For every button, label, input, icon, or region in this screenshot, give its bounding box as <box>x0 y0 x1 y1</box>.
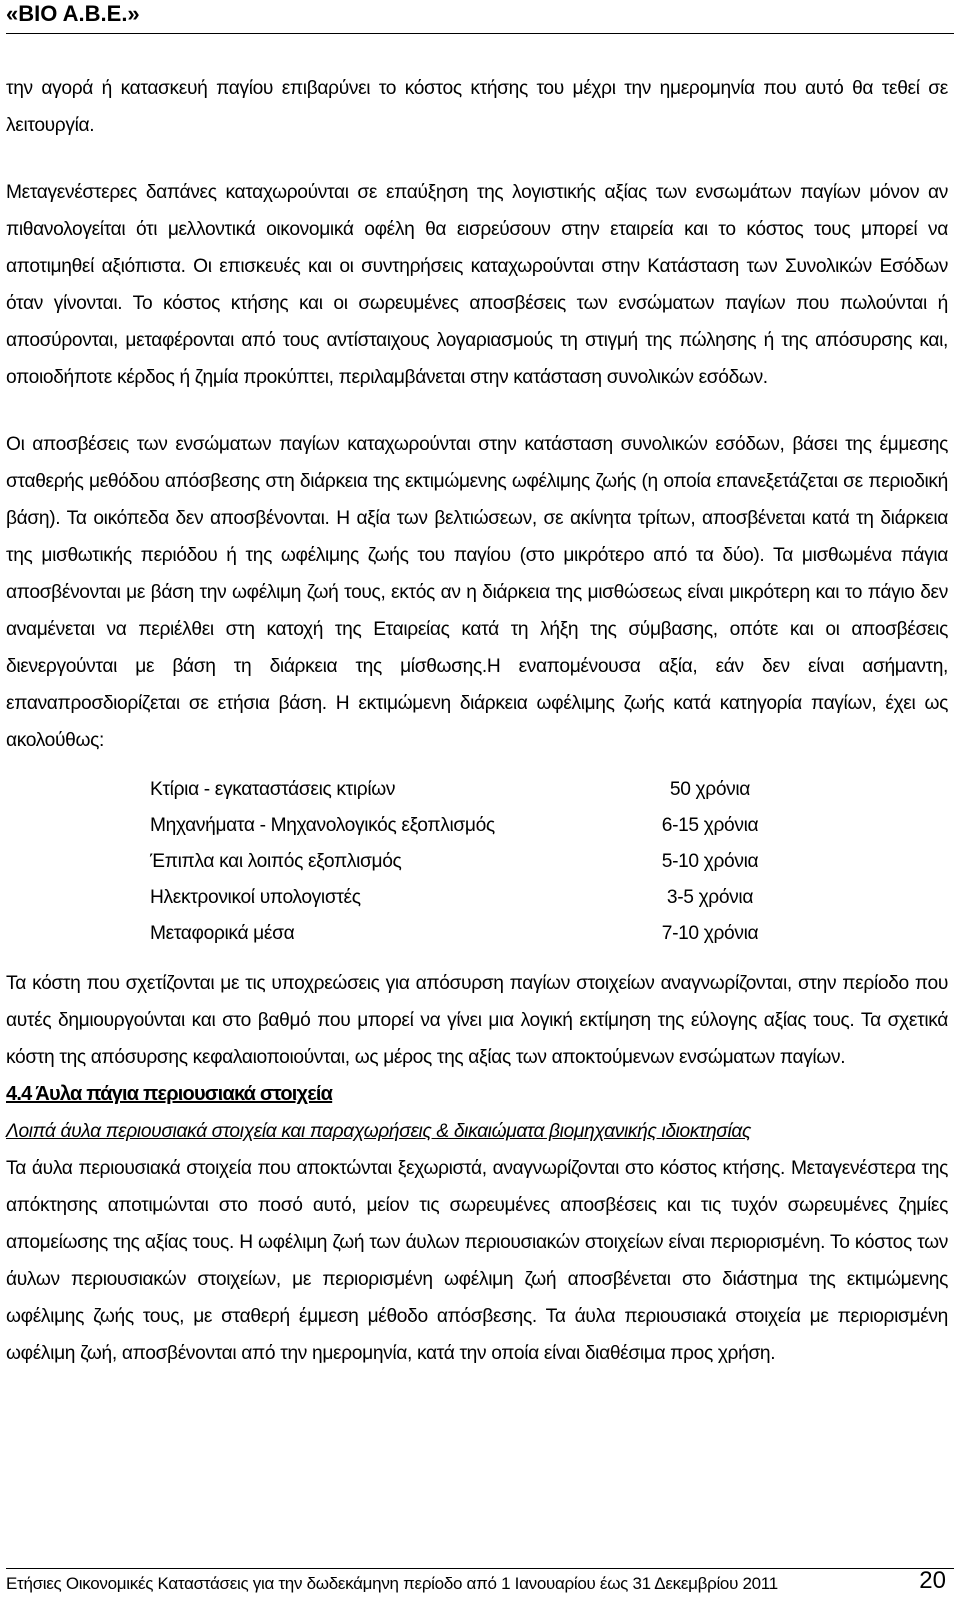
header-divider <box>6 33 954 34</box>
useful-life-years: 7-10 χρόνια <box>661 922 759 944</box>
useful-lives-table <box>6 771 948 951</box>
paragraph-intangible-assets: Τα άυλα περιουσιακά στοιχεία που αποκτώνται ξεχωριστά, αναγνωρίζονται στο κόστος κτήσης. Μεταγενέστερα της απόκτησης αποτιμώνται στο ποσό αυτό, μείον τις σωρευμένες αποσβέσεις και τις τυχόν σωρευμένες ζημίες απομείωσης της αξίας τους. Η ωφέλιμη ζωή των άυλων περιουσιακών στοιχείων είναι περιορισμένη. Το κόστος των άυλων περιουσιακών στοιχείων, με περιορισμένη ωφέλιμη ζωή αποσβένεται στο διάστημα της εκτιμώμενης ωφέλιμης ζωής τους, με σταθερή έμμεση μέθοδο απόσβεσης. Τα άυλα περιουσιακά στοιχεία με περιορισμένη ωφέλιμη ζωή, αποσβένονται από την ημερομηνία, κατά την οποία είναι διαθέσιμα προς χρήση. <box>6 1158 948 1364</box>
asset-category: Ηλεκτρονικοί υπολογιστές <box>150 886 361 908</box>
asset-category: Μεταφορικά μέσα <box>150 922 295 944</box>
useful-life-row <box>6 843 948 879</box>
useful-life-years: 6-15 χρόνια <box>661 814 759 836</box>
page-number: 20 <box>919 1567 946 1594</box>
useful-life-row <box>6 915 948 951</box>
footer-divider <box>6 1568 954 1569</box>
useful-life-years: 5-10 χρόνια <box>661 850 759 872</box>
asset-category: Μηχανήματα - Μηχανολογικός εξοπλισμός <box>150 814 495 836</box>
paragraph-decommissioning-costs: Τα κόστη που σχετίζονται με τις υποχρεώσεις για απόσυρση παγίων στοιχείων αναγνωρίζονται, στην περίοδο που αυτές δημιουργούνται και στο βαθμό που μπορεί να γίνει μια λογική εκτίμηση της εύλογης αξίας τους. Τα σχετικά κόστη της απόσυρσης κεφαλαιοποιούνται, ως μέρος της αξίας των αποκτούμενων ενσώματων παγίων. <box>6 973 948 1068</box>
useful-life-years: 50 χρόνια <box>669 778 751 800</box>
useful-life-row <box>6 771 948 807</box>
asset-category: Κτίρια - εγκαταστάσεις κτιρίων <box>150 778 396 800</box>
useful-life-years: 3-5 χρόνια <box>666 886 754 908</box>
useful-life-row <box>6 879 948 915</box>
company-name: «ΒΙΟ Α.Β.Ε.» <box>6 1 140 26</box>
asset-category: Έπιπλα και λοιπός εξοπλισμός <box>150 850 402 872</box>
section-subheading: Λοιπά άυλα περιουσιακά στοιχεία και παραχωρήσεις & δικαιώματα βιομηχανικής ιδιοκτησίας <box>6 1121 751 1142</box>
document-body <box>6 70 948 1372</box>
footer-text: Ετήσιες Οικονομικές Καταστάσεις για την δωδεκάμηνη περίοδο από 1 Ιανουαρίου έως 31 Δεκεμβρίου 2011 <box>6 1574 778 1593</box>
paragraph-acquisition-cost: την αγορά ή κατασκευή παγίου επιβαρύνει το κόστος κτήσης του μέχρι την ημερομηνία που αυτό θα τεθεί σε λειτουργία. <box>6 78 948 136</box>
useful-life-row <box>6 807 948 843</box>
section-heading: 4.4 Άυλα πάγια περιουσιακά στοιχεία <box>6 1083 333 1105</box>
paragraph-depreciation: Οι αποσβέσεις των ενσώματων παγίων καταχωρούνται στην κατάσταση συνολικών εσόδων, βάσει της έμμεσης σταθερής μεθόδου απόσβεσης στη διάρκεια της εκτιμώμενης ωφέλιμης ζωής (η οποία επανεξετάζεται σε περιοδική βάση). Τα οικόπεδα δεν αποσβένονται. Η αξία των βελτιώσεων, σε ακίνητα τρίτων, αποσβένεται κατά τη διάρκεια της μισθωτικής περιόδου ή της ωφέλιμης ζωής του παγίου (στο μικρότερο από τα δύο). Τα μισθωμένα πάγια αποσβένονται με βάση την ωφέλιμη ζωή τους, εκτός αν η διάρκεια της μισθώσεως είναι μικρότερη και το πάγιο δεν αναμένεται να περιέλθει στη κατοχή της Εταιρείας κατά τη λήξη της σύμβασης, οπότε και οι αποσβέσεις διενεργούνται με βάση τη διάρκεια της μίσθωσης.Η εναπομένουσα αξία, εάν δεν είναι ασήμαντη, επαναπροσδιορίζεται σε ετήσια βάση. Η εκτιμώμενη διάρκεια ωφέλιμης ζωής κατά κατηγορία παγίων, έχει ως ακολούθως: <box>6 434 948 751</box>
paragraph-subsequent-expenditure: Μεταγενέστερες δαπάνες καταχωρούνται σε επαύξηση της λογιστικής αξίας των ενσωμάτων παγίων μόνον αν πιθανολογείται ότι μελλοντικά οικονομικά οφέλη θα εισρεύσουν στην εταιρεία και το κόστος τους μπορεί να αποτιμηθεί αξιόπιστα. Οι επισκευές και οι συντηρήσεις καταχωρούνται στην Κατάσταση των Συνολικών Εσόδων όταν γίνονται. Το κόστος κτήσης και οι σωρευμένες αποσβέσεις των ενσώματων παγίων που πωλούνται ή αποσύρονται, μεταφέρονται από τους αντίσταιχους λογαριασμούς τη στιγμή της πώλησης ή της απόσυρσης και, οποιοδήποτε κέρδος ή ζημία προκύπτει, περιλαμβάνεται στην κατάσταση συνολικών εσόδων. <box>6 182 948 388</box>
